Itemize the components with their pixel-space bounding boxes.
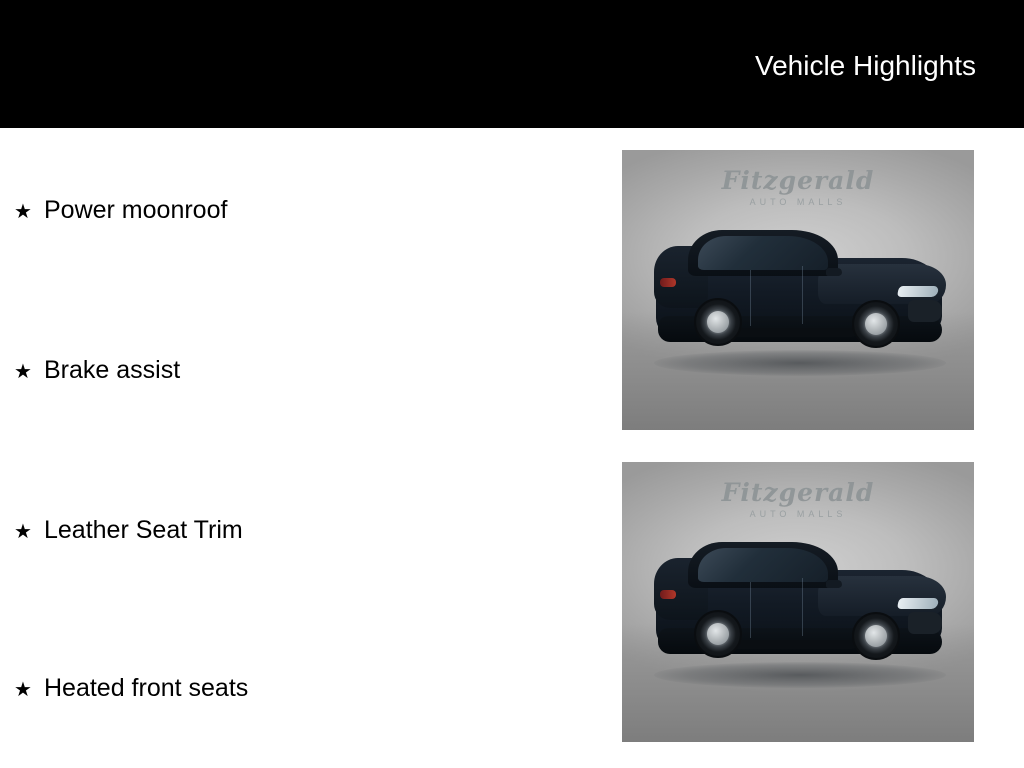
highlight-label: Brake assist bbox=[44, 356, 181, 384]
star-bullet-icon: ★ bbox=[14, 359, 32, 383]
dealer-watermark-tagline: AUTO MALLS bbox=[749, 509, 847, 519]
list-item bbox=[14, 356, 180, 384]
vehicle-wheel-rim bbox=[865, 625, 887, 647]
vehicle-illustration bbox=[646, 212, 952, 382]
star-bullet-icon: ★ bbox=[14, 519, 32, 543]
vehicle-highlights-list bbox=[0, 128, 600, 768]
vehicle-side-mirror bbox=[826, 580, 842, 588]
vehicle-window-glass bbox=[698, 236, 828, 270]
dealer-watermark-name: Fitzgerald bbox=[721, 166, 875, 195]
header-bar bbox=[0, 0, 1024, 128]
vehicle-wheel-rim bbox=[865, 313, 887, 335]
vehicle-side-mirror bbox=[826, 268, 842, 276]
vehicle-photo-top bbox=[622, 150, 974, 430]
vehicle-headlight bbox=[897, 286, 939, 297]
vehicle-taillight bbox=[660, 278, 676, 287]
highlight-label: Power moonroof bbox=[44, 196, 228, 224]
list-item bbox=[14, 516, 243, 544]
vehicle-headlight bbox=[897, 598, 939, 609]
vehicle-wheel-rim bbox=[707, 311, 729, 333]
vehicle-door-seam bbox=[750, 270, 751, 326]
vehicle-door-seam bbox=[802, 578, 803, 636]
vehicle-shadow bbox=[654, 350, 946, 376]
vehicle-rocker-panel bbox=[726, 328, 856, 337]
dealer-watermark-tagline: AUTO MALLS bbox=[749, 197, 847, 207]
vehicle-rocker-panel bbox=[726, 640, 856, 649]
vehicle-door-seam bbox=[802, 266, 803, 324]
list-item bbox=[14, 196, 227, 224]
vehicle-door-seam bbox=[750, 582, 751, 638]
star-bullet-icon: ★ bbox=[14, 677, 32, 701]
star-bullet-icon: ★ bbox=[14, 199, 32, 223]
vehicle-front-wheel bbox=[852, 612, 900, 660]
vehicle-front-wheel bbox=[852, 300, 900, 348]
vehicle-grille bbox=[908, 612, 942, 634]
vehicle-photo-bottom bbox=[622, 462, 974, 742]
vehicle-illustration bbox=[646, 524, 952, 694]
vehicle-window-glass bbox=[698, 548, 828, 582]
vehicle-rear-wheel bbox=[694, 298, 742, 346]
page-title: Vehicle Highlights bbox=[754, 50, 976, 81]
vehicle-wheel-rim bbox=[707, 623, 729, 645]
highlight-label: Leather Seat Trim bbox=[44, 516, 243, 544]
highlight-label: Heated front seats bbox=[44, 674, 249, 702]
vehicle-grille bbox=[908, 300, 942, 322]
dealer-watermark-name: Fitzgerald bbox=[721, 478, 875, 507]
vehicle-shadow bbox=[654, 662, 946, 688]
vehicle-rear-wheel bbox=[694, 610, 742, 658]
vehicle-taillight bbox=[660, 590, 676, 599]
list-item bbox=[14, 674, 248, 702]
